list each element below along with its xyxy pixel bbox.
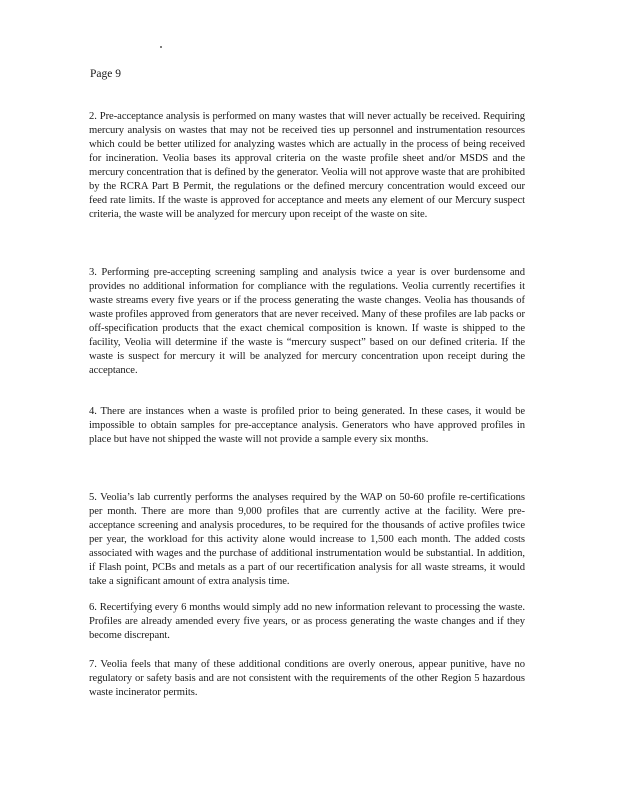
scan-speck <box>160 46 162 48</box>
paragraph-6-recertification: 6. Recertifying every 6 months would simply add no new information relevant to processing the waste. Profiles are already amended every five years, or as process generating the waste changes and if they become discrepant. <box>89 602 525 642</box>
paragraph-4-profiled-before-generation: 4. There are instances when a waste is profiled prior to being generated. In these cases, it would be impossible to obtain samples for pre-acceptance analysis. Generators who have approved profiles in place but have not shipped the waste will not provide a sample every six months. <box>89 406 525 446</box>
page-number: Page 9 <box>90 68 121 80</box>
paragraph-3-screening-frequency: 3. Performing pre-accepting screening sampling and analysis twice a year is over burdensome and provides no additional information for compliance with the regulations. Veolia currently recertifies it waste streams every five years or if the process generating the waste changes. Veolia has thousands of waste profiles approved from generators that are never received. Many of these profiles are lab packs or off-specification products that the exact chemical composition is known. If waste is shipped to the facility, Veolia will determine if the waste is “mercury suspect” based on our defined criteria. If the waste is suspect for mercury it will be analyzed for mercury concentration upon receipt during the acceptance. <box>89 267 525 377</box>
paragraph-5-lab-workload: 5. Veolia’s lab currently performs the analyses required by the WAP on 50-60 profile re-certifications per month. There are more than 9,000 profiles that are currently active at the facility. Were pre-acceptance screening and analysis procedures, to be required for the thousands of active profiles twice per year, the workload for this activity alone would increase to 1,500 each month. The added costs associated with wages and the purchase of additional instrumentation would be substantial. In addition, if Flash point, PCBs and metals as a part of our recertification analysis for all waste streams, it would take a significant amount of extra analysis time. <box>89 492 525 588</box>
paragraph-7-onerous-conditions: 7. Veolia feels that many of these additional conditions are overly onerous, appear punitive, have no regulatory or safety basis and are not consistent with the requirements of the other Region 5 hazardous waste incinerator permits. <box>89 659 525 699</box>
paragraph-2-pre-acceptance-analysis: 2. Pre-acceptance analysis is performed on many wastes that will never actually be received. Requiring mercury analysis on wastes that may not be received ties up personnel and instrumentation resources which could be better utilized for analyzing wastes which are actually in the process of being received for incineration. Veolia bases its approval criteria on the waste profile sheet and/or MSDS and the mercury concentration that is defined by the generator. Veolia will not approve waste that are prohibited by the RCRA Part B Permit, the regulations or the defined mercury concentration would exceed our feed rate limits. If the waste is approved for acceptance and meets any element of our Mercury suspect criteria, the waste will be analyzed for mercury upon receipt of the waste on site. <box>89 111 525 221</box>
